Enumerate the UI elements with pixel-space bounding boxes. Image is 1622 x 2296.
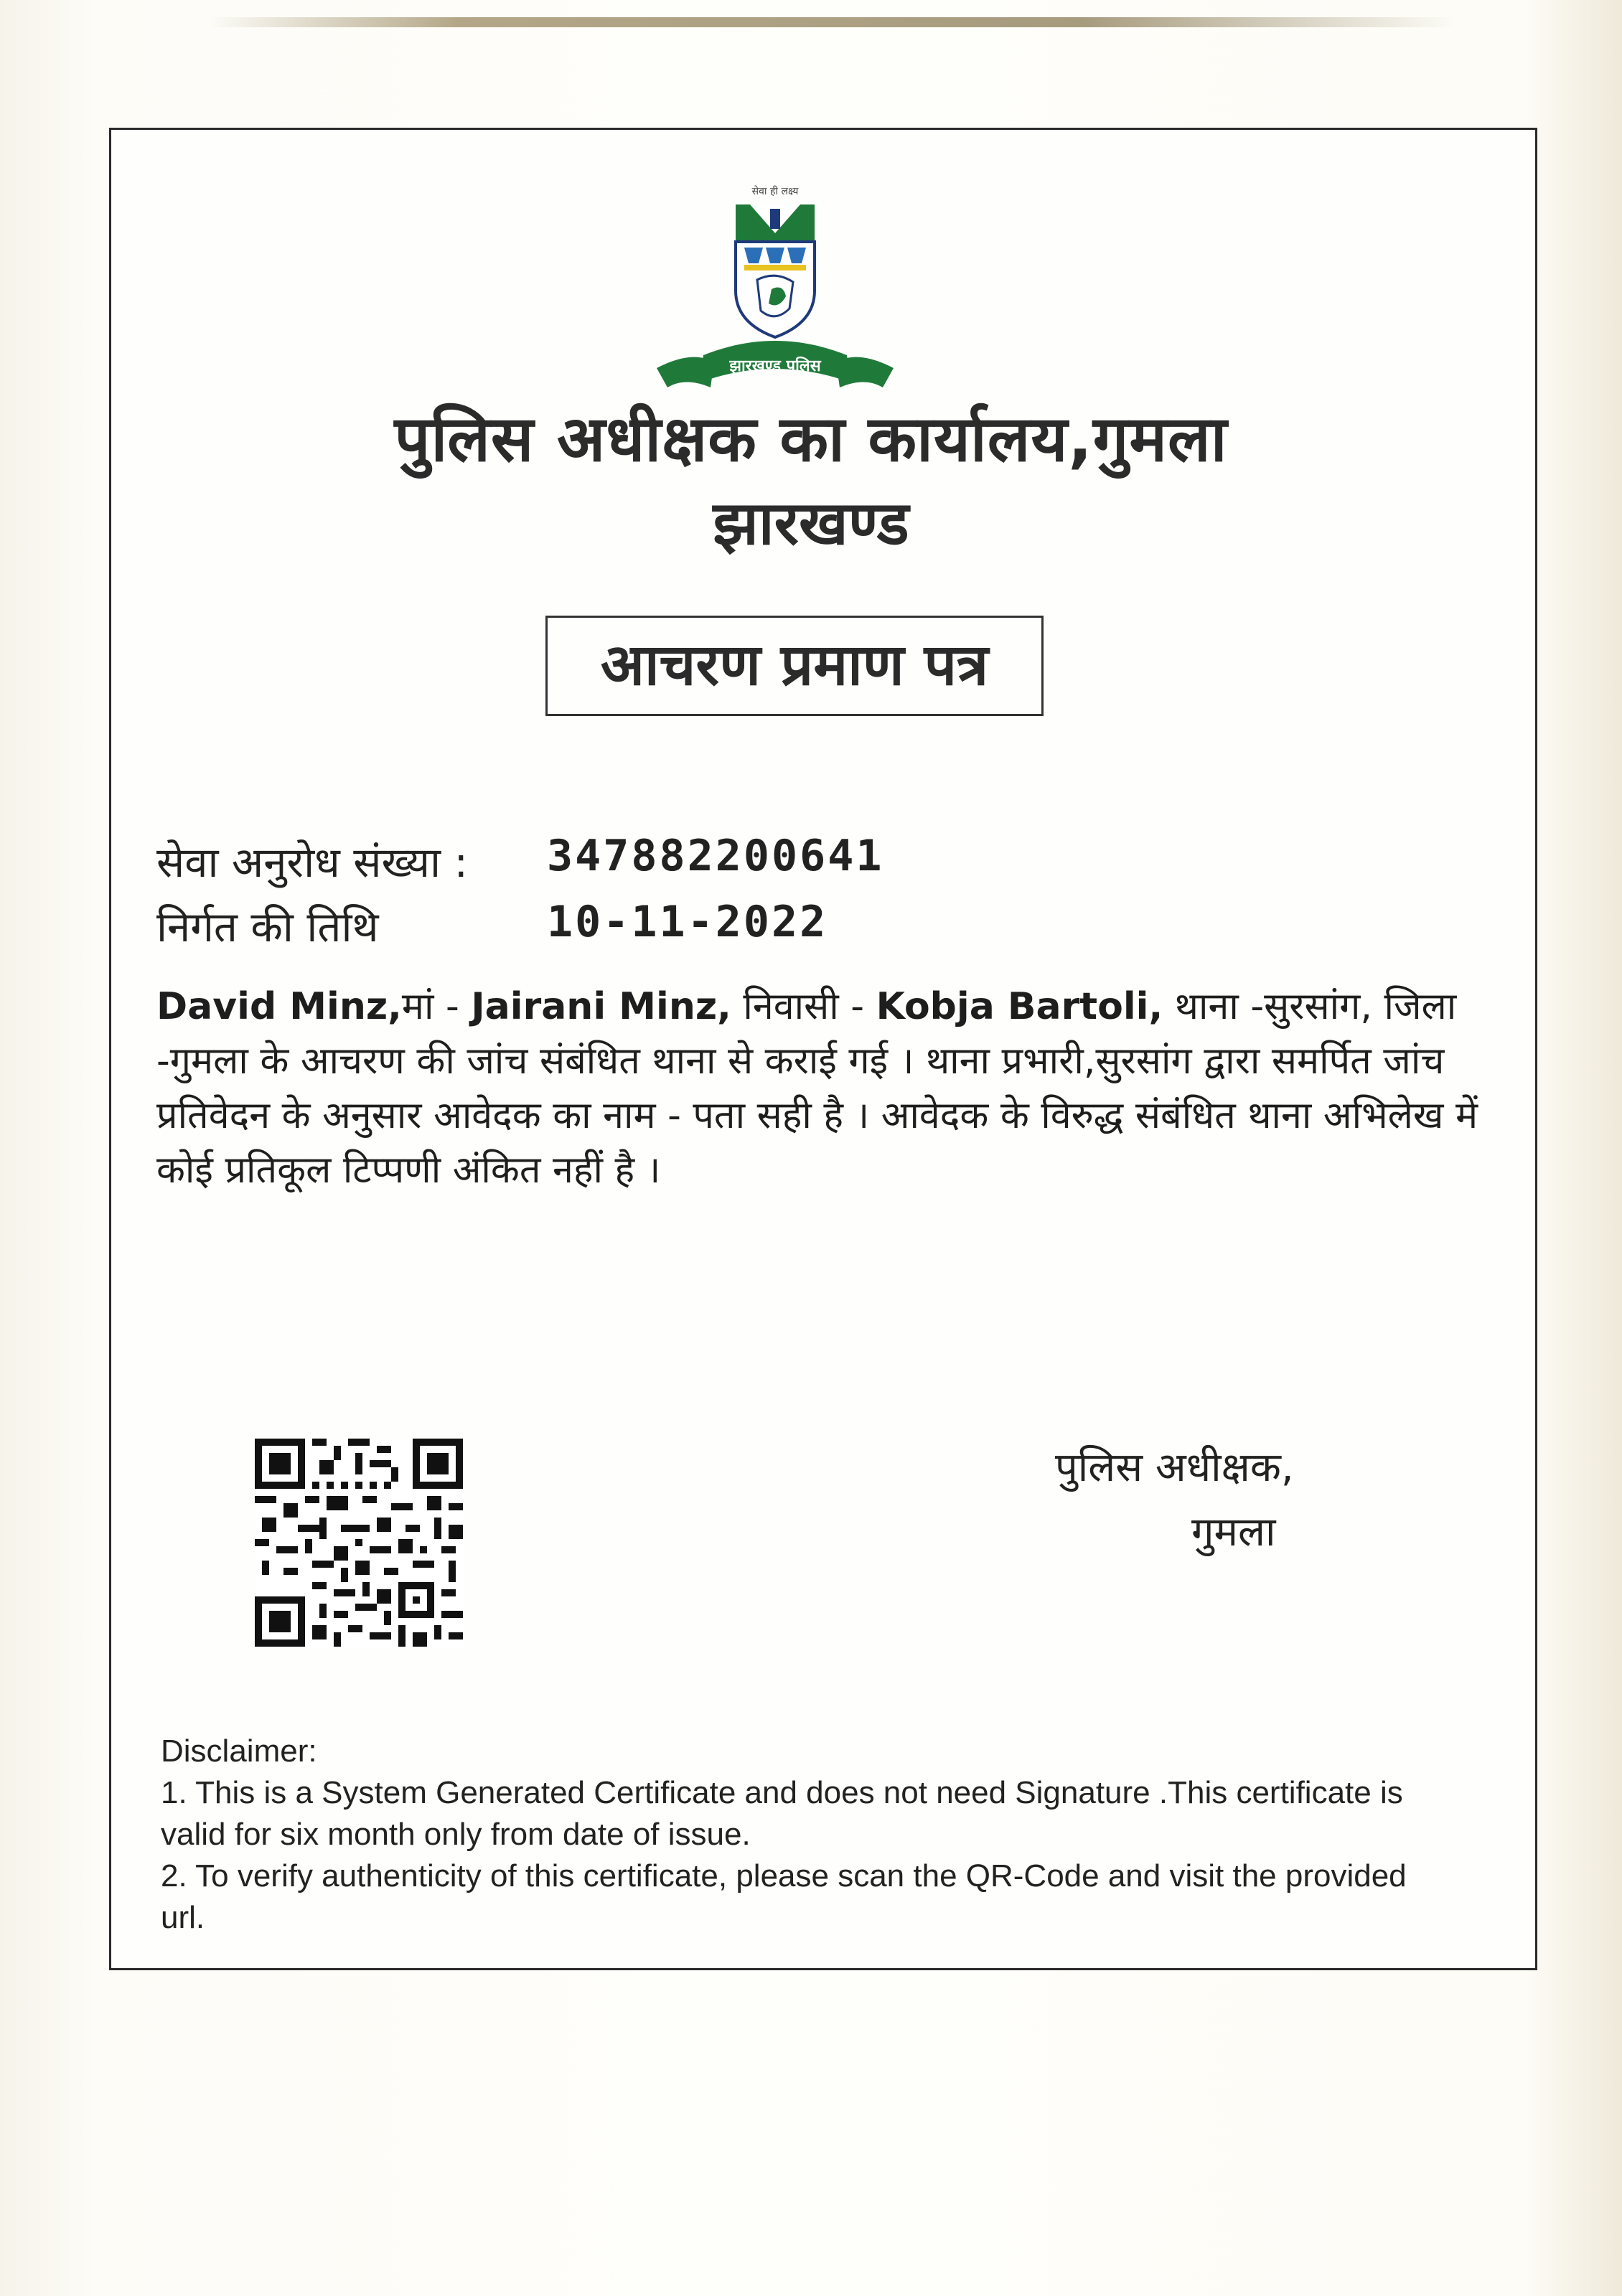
disclaimer-block xyxy=(161,1731,1453,1939)
mother-label: मां - xyxy=(401,985,472,1028)
issue-date: 10-11-2022 xyxy=(547,897,828,947)
certificate-body xyxy=(156,979,1506,1198)
village-name: Kobja Bartoli, xyxy=(876,985,1163,1028)
issue-date-label: निर्गत की तिथि xyxy=(156,903,379,951)
resident-label: निवासी - xyxy=(731,985,876,1028)
mother-name: Jairani Minz, xyxy=(471,985,731,1028)
state-title: झारखण्ड xyxy=(713,488,909,558)
disclaimer-heading: Disclaimer: xyxy=(161,1733,317,1769)
jharkhand-police-emblem-icon xyxy=(642,183,908,413)
paper-edge-shadow xyxy=(208,17,1457,27)
disclaimer-line-2: 2. To verify authenticity of this certificate, please scan the QR-Code and visit the provided url. xyxy=(161,1858,1407,1935)
service-request-label: सेवा अनुरोध संख्या : xyxy=(156,838,469,887)
svg-text:झारखण्ड पुलिस: झारखण्ड पुलिस xyxy=(729,357,821,375)
qr-code-icon[interactable] xyxy=(255,1439,463,1647)
signatory-designation: पुलिस अधीक्षक, xyxy=(1055,1444,1294,1491)
body-statement: थाना -सुरसांग, जिला -गुमला के आचरण की जांच संबंधित थाना से कराई गई । थाना प्रभारी,सुरसांग द्वारा समर्पित जांच प्रतिवेदन के अनुसार आवेदक का नाम - पता सही है । आवेदक के विरुद्ध संबंधित थाना अभिलेख में कोई प्रतिकूल टिप्पणी अंकित नहीं है । xyxy=(156,985,1478,1192)
certificate-title: आचरण प्रमाण पत्र xyxy=(545,616,1044,716)
disclaimer-line-1: 1. This is a System Generated Certificate and does not need Signature .This certificate is valid for six month only from date of issue. xyxy=(161,1775,1403,1852)
service-request-number: 347882200641 xyxy=(547,831,884,881)
signatory-place: गुमला xyxy=(1191,1509,1276,1556)
svg-text:सेवा ही लक्ष्य: सेवा ही लक्ष्य xyxy=(751,186,799,197)
office-title: पुलिस अधीक्षक का कार्यालय,गुमला xyxy=(394,402,1228,476)
applicant-name: David Minz, xyxy=(156,985,402,1028)
